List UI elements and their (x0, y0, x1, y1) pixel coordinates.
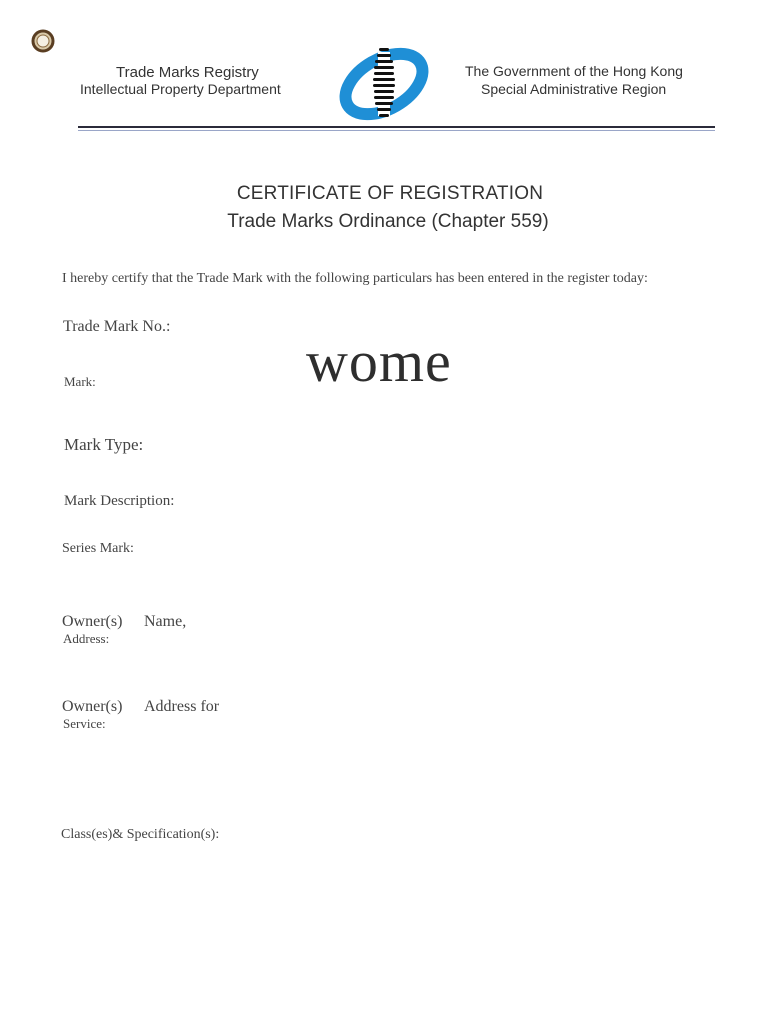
punch-hole-icon (31, 29, 55, 53)
trade-mark-no-label: Trade Mark No.: (63, 318, 171, 335)
series-mark-label: Series Mark: (62, 541, 134, 556)
owner-service-label-part3: Service: (63, 716, 106, 731)
owner-name-label-part2: Name, (144, 613, 187, 630)
mark-value: wome (306, 329, 452, 394)
government-name: The Government of the Hong Kong (465, 63, 683, 79)
certificate-subtitle: Trade Marks Ordinance (Chapter 559) (227, 211, 549, 232)
mark-type-label: Mark Type: (64, 435, 144, 454)
mark-description-label: Mark Description: (64, 493, 175, 509)
header-divider-shadow (78, 130, 715, 131)
owner-name-label-part1: Owner(s) (62, 613, 123, 630)
government-region: Special Administrative Region (481, 81, 667, 97)
owner-service-label-part2: Address for (144, 698, 220, 715)
header-divider (78, 126, 715, 128)
classes-specifications-label: Class(es)& Specification(s): (61, 827, 220, 842)
owner-service-label-part1: Owner(s) (62, 698, 123, 715)
department-name: Intellectual Property Department (80, 81, 281, 97)
certify-statement: I hereby certify that the Trade Mark with the following particulars has been entered in the register today: (62, 271, 648, 286)
owner-name-label-part3: Address: (63, 631, 110, 646)
certificate-title: CERTIFICATE OF REGISTRATION (236, 183, 544, 204)
mark-label: Mark: (64, 374, 96, 389)
ipd-logo-icon (334, 44, 434, 124)
registry-name: Trade Marks Registry (116, 64, 259, 81)
